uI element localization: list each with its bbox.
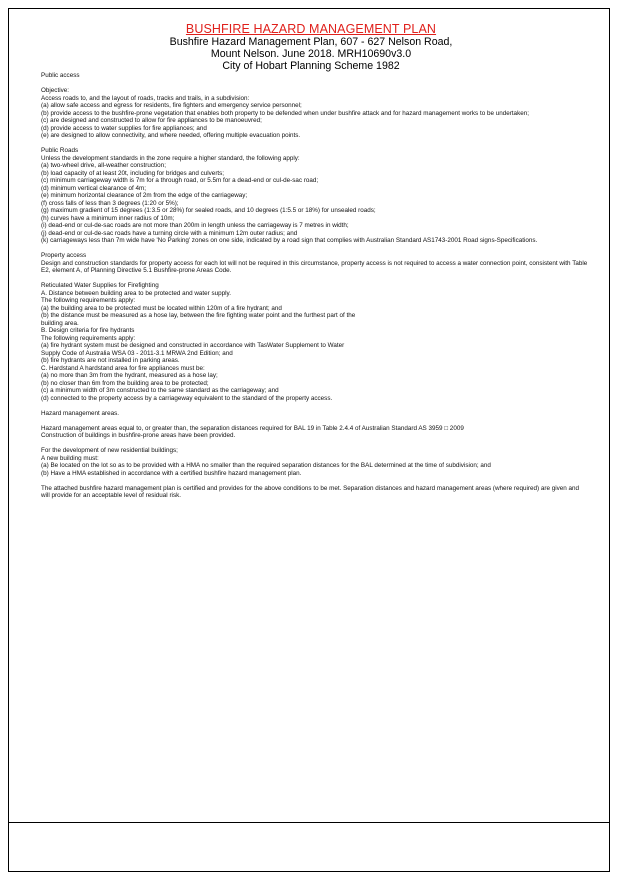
section-public-access: [41, 72, 589, 80]
body-line: (d) minimum vertical clearance of 4m;: [41, 184, 146, 192]
document-title: BUSHFIRE HAZARD MANAGEMENT PLAN: [185, 22, 437, 36]
body-line: Unless the development standards in the zone require a higher standard, the following apply:: [41, 154, 300, 162]
body-line: The following requirements apply:: [41, 297, 136, 304]
body-line: (b) provide access to the bushfire-prone vegetation that enables both property to be defended when under bushfire attack and for hazard management works to be undertaken;: [41, 109, 529, 117]
body-line: (b) Have a HMA established in accordance with a certified bushfire hazard management plan.: [41, 469, 302, 477]
body-line: Access roads to, and the layout of roads, tracks and trails, in a subdivision:: [41, 94, 250, 102]
section-water-supplies: [41, 282, 589, 402]
section-conclusion: [41, 485, 589, 500]
section-heading: Reticulated Water Supplies for Firefighting: [41, 282, 159, 289]
body-line: (a) Be located on the lot so as to be provided with a HMA no smaller than the required separation distances for the BAL determined at the time of subdivision; and: [41, 462, 491, 469]
body-line: (b) fire hydrants are not installed in parking areas.: [41, 357, 180, 364]
body-line: (a) no more than 3m from the hydrant, measured as a hose lay;: [41, 372, 218, 379]
body-line: Design and construction standards for property access for each lot will not be required in this circumstance, property access is not required to access a water connection point, consistent with Table E2, element A, of Planning Directive 5.1 Bushfire-prone Areas Code.: [41, 259, 588, 274]
body-line: Hazard management areas equal to, or greater than, the separation distances required for BAL 19 in Table 2.4.4 of Australian Standard AS 3959 □ 2009: [41, 424, 464, 432]
body-line: (d) provide access to water supplies for fire appliances; and: [41, 124, 207, 132]
section-hazard-management-heading: [41, 410, 589, 418]
body-line: (b) no closer than 6m from the building area to be protected;: [41, 379, 209, 387]
body-line: A. Distance between building area to be protected and water supply.: [41, 289, 231, 297]
document-body: [41, 72, 589, 507]
body-line: (h) curves have a minimum inner radius of 10m;: [41, 214, 175, 222]
section-heading: Property access: [41, 252, 87, 259]
body-line: (b) load capacity of at least 20t, including for bridges and culverts;: [41, 169, 225, 177]
body-line: (a) fire hydrant system must be designed and constructed in accordance with TasWater Supplement to Water: [41, 342, 345, 349]
section-objective: [41, 87, 589, 140]
body-line: The attached bushfire hazard management plan is certified and provides for the above conditions to be met. Separation distances and hazard management areas (where required) are given and will provide for an acceptable level of residual risk.: [41, 484, 580, 499]
body-line: (a) allow safe access and egress for residents, fire fighters and emergency service personnel;: [41, 102, 302, 109]
body-line: (j) dead-end or cul-de-sac roads have a turning circle with a minimum 12m outer radius; and: [41, 229, 298, 237]
body-line: C. Hardstand A hardstand area for fire appliances must be:: [41, 364, 205, 372]
body-line: (a) the building area to be protected must be located within 120m of a fire hydrant; and: [41, 304, 282, 312]
body-line: (c) are designed and constructed to allow for fire appliances to be manoeuvred;: [41, 117, 262, 124]
body-line: For the development of new residential buildings;: [41, 447, 178, 454]
body-line: A new building must:: [41, 454, 99, 462]
body-line: The following requirements apply:: [41, 334, 136, 342]
section-hazard-management: [41, 425, 589, 440]
section-heading: Public Roads: [41, 147, 79, 154]
body-line: (c) a minimum width of 3m constructed to the same standard as the carriageway; and: [41, 387, 279, 394]
body-line: building area.: [41, 319, 79, 327]
body-line: (e) are designed to allow connectivity, and where needed, offering multiple evacuation points.: [41, 132, 301, 139]
body-line: Supply Code of Australia WSA 03 - 2011-3.1 MRWA 2nd Edition; and: [41, 349, 233, 357]
body-line: B. Design criteria for fire hydrants: [41, 327, 135, 334]
body-line: (a) two-wheel drive, all-weather construction;: [41, 162, 166, 169]
footer-divider: [8, 822, 610, 823]
section-property-access: [41, 252, 589, 275]
body-line: (k) carriageways less than 7m wide have 'No Parking' zones on one side, indicated by a road sign that complies with Australian Standard AS1743-2001 Road signs-Specifications.: [41, 237, 538, 244]
body-line: (e) minimum horizontal clearance of 2m from the edge of the carriageway;: [41, 192, 248, 199]
section-heading: Public access: [41, 72, 80, 79]
body-line: (g) maximum gradient of 15 degrees (1:3.5 or 28%) for sealed roads, and 10 degrees (1:5.5 or 18%) for unsealed roads;: [41, 207, 376, 214]
body-line: Construction of buildings in bushfire-prone areas have been provided.: [41, 432, 236, 439]
section-public-roads: [41, 147, 589, 245]
document-header: [0, 22, 622, 72]
body-line: (i) dead-end or cul-de-sac roads are not more than 200m in length unless the carriageway is 7 metres in width;: [41, 222, 349, 229]
document-subtitle-line-2: Mount Nelson. June 2018. MRH10690v3.0: [210, 48, 412, 60]
body-line: (f) cross falls of less than 3 degrees (1:20 or 5%);: [41, 199, 179, 207]
section-new-residential: [41, 447, 589, 477]
document-subtitle-line-3: City of Hobart Planning Scheme 1982: [222, 60, 400, 72]
body-line: (c) minimum carriageway width is 7m for a through road, or 5.5m for a dead-end or cul-de-sac road;: [41, 177, 319, 184]
body-line: (d) connected to the property access by a carriageway equivalent to the standard of the property access.: [41, 394, 333, 402]
body-line: (b) the distance must be measured as a hose lay, between the fire fighting water point and the furthest part of the: [41, 312, 356, 319]
section-heading: Hazard management areas.: [41, 409, 120, 417]
document-subtitle-line-1: Bushfire Hazard Management Plan, 607 - 627 Nelson Road,: [169, 36, 453, 48]
section-heading: Objective:: [41, 87, 69, 94]
